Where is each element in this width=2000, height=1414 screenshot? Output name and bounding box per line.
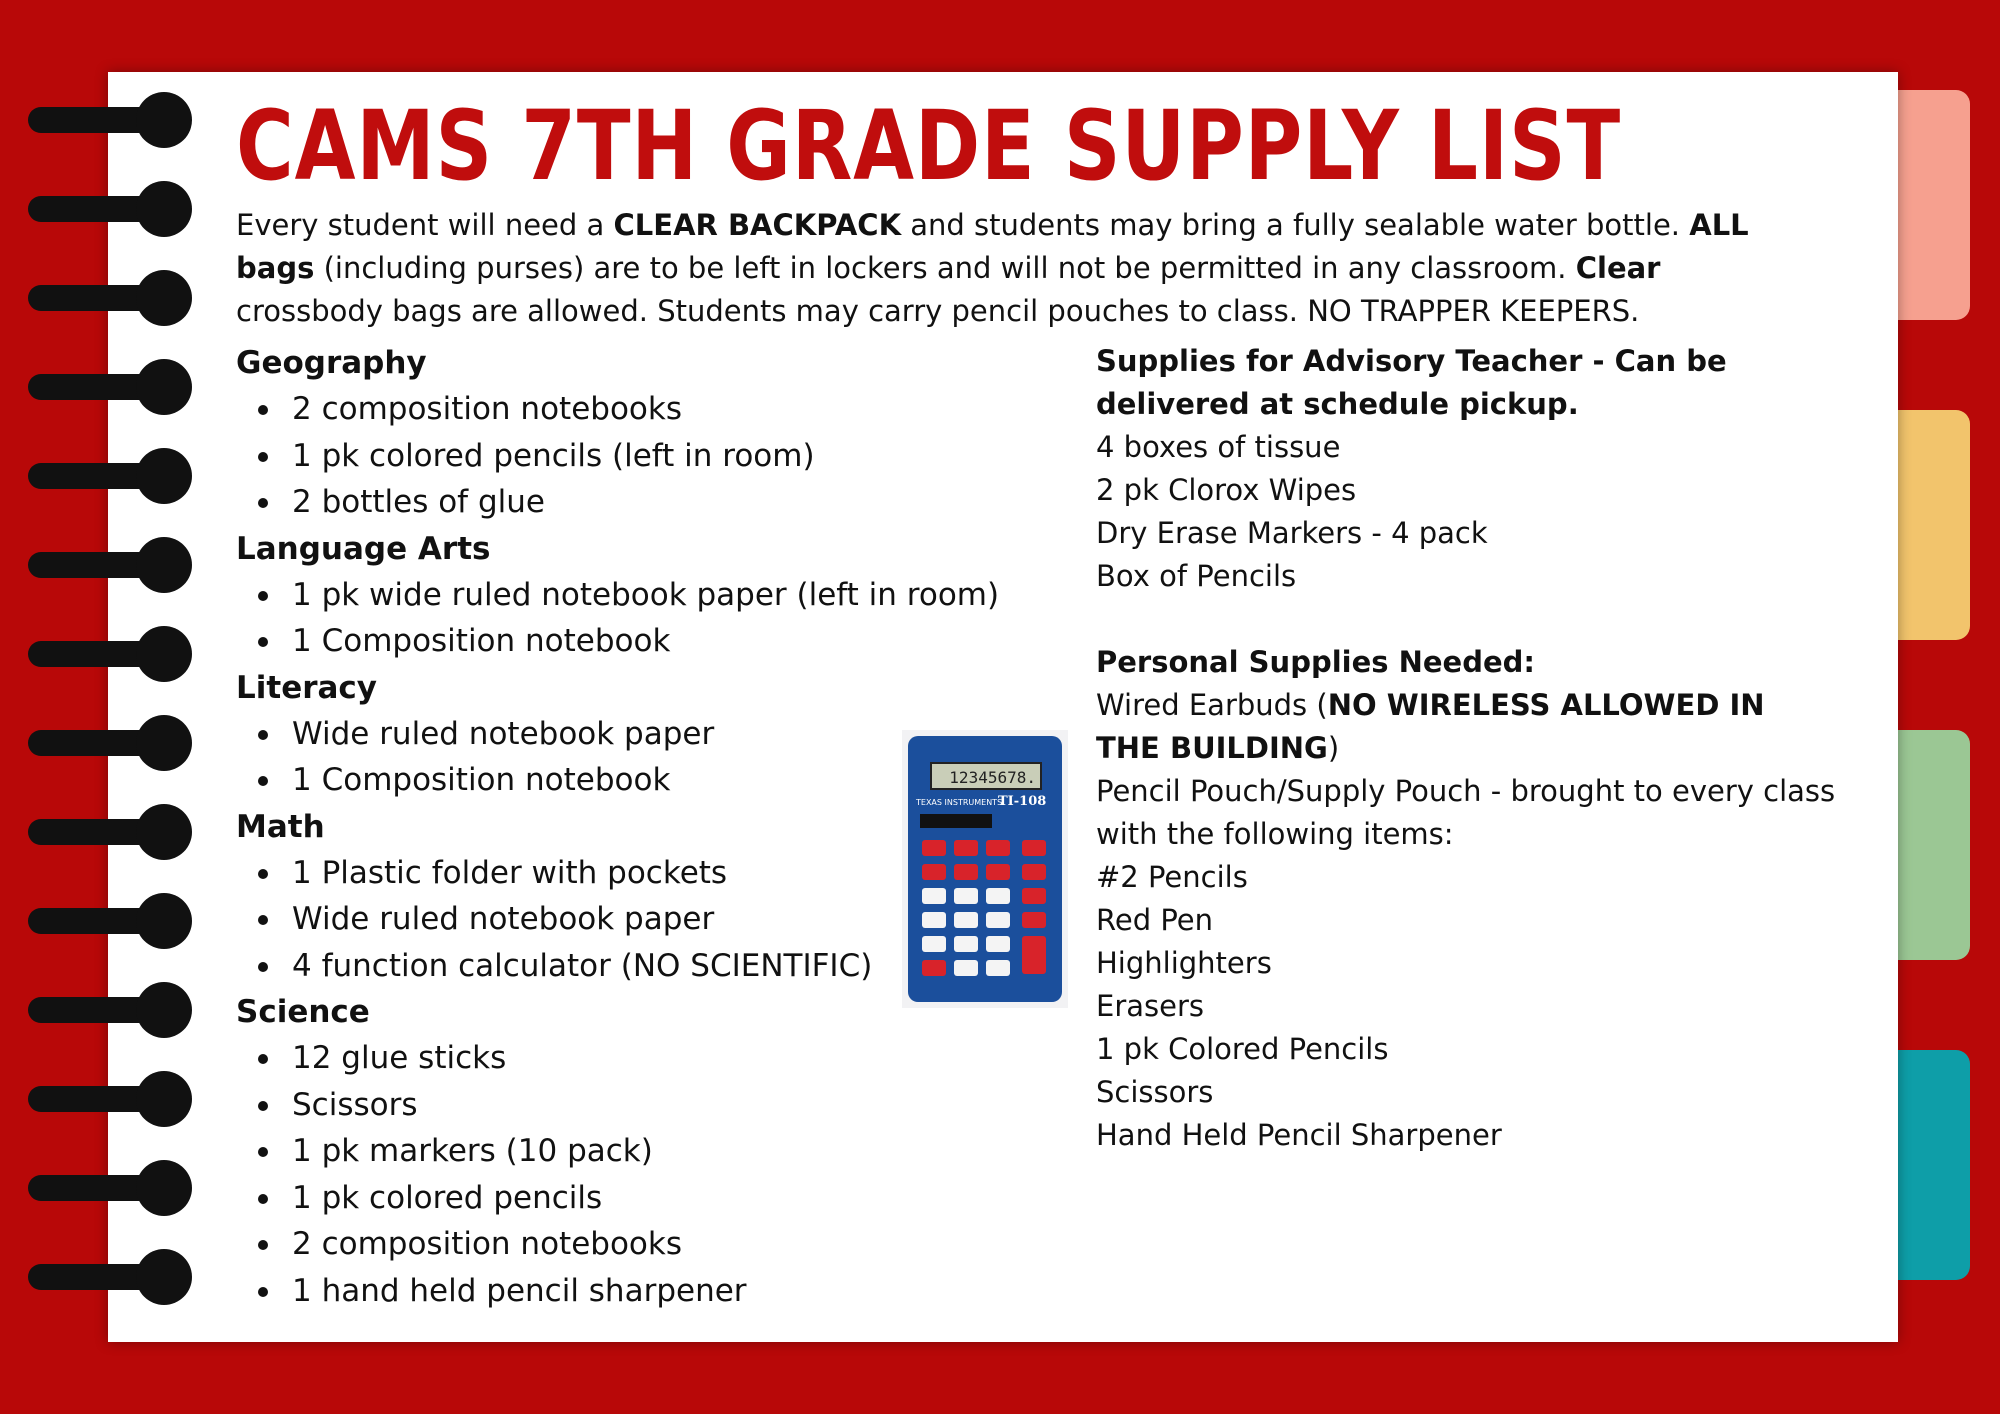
intro-bold-all-bags: ALL bags <box>236 208 1749 285</box>
intro-paragraph <box>236 204 1816 333</box>
pouch-item: Pencil Pouch/Supply Pouch - brought to every class with the following items: <box>1096 774 1836 851</box>
spiral-ring-icon <box>28 626 188 682</box>
intro-text: and students may bring a fully sealable water bottle. <box>901 208 1690 242</box>
calculator-key <box>986 840 1010 856</box>
calculator-key <box>954 864 978 880</box>
subject-heading-literacy: Literacy <box>236 669 378 706</box>
calculator-key <box>986 960 1010 976</box>
spiral-ring-icon <box>28 1160 188 1216</box>
calculator-key <box>1022 936 1046 974</box>
calculator-key <box>922 912 946 928</box>
list-item: 2 bottles of glue <box>236 479 1036 526</box>
intro-bold-clear: Clear <box>1575 251 1661 285</box>
list-item: 2 composition notebooks <box>236 1221 1036 1268</box>
intro-text: (including purses) are to be left in lockers and will not be permitted in any classroom. <box>314 251 1576 285</box>
list-item: 1 Plastic folder with pockets <box>236 850 1036 897</box>
section-gap <box>1096 598 1836 641</box>
intro-text: Every student will need a <box>236 208 614 242</box>
language-arts-list <box>236 572 1036 665</box>
advisory-heading: Supplies for Advisory Teacher - Can be delivered at schedule pickup. <box>1096 344 1727 421</box>
calculator-key <box>1022 840 1046 856</box>
personal-heading: Personal Supplies Needed: <box>1096 645 1536 679</box>
list-item: Red Pen <box>1096 903 1213 937</box>
list-item: Hand Held Pencil Sharpener <box>1096 1118 1502 1152</box>
earbuds-warning: NO WIRELESS ALLOWED IN THE BUILDING <box>1096 688 1765 765</box>
spiral-ring-icon <box>28 1249 188 1305</box>
intro-bold-clear-backpack: CLEAR BACKPACK <box>613 208 902 242</box>
earbuds-text: Wired Earbuds ( <box>1096 688 1328 722</box>
calculator-key <box>986 936 1010 952</box>
science-list <box>236 1035 1036 1314</box>
spiral-ring-icon <box>28 92 188 148</box>
list-item: 1 pk colored pencils (left in room) <box>236 433 1036 480</box>
list-item: 1 hand held pencil sharpener <box>236 1268 1036 1315</box>
calculator-key <box>1022 888 1046 904</box>
calculator-body <box>908 736 1062 1002</box>
list-item: 1 Composition notebook <box>236 618 1036 665</box>
subject-heading-language-arts: Language Arts <box>236 530 491 567</box>
spiral-ring-icon <box>28 893 188 949</box>
calculator-key <box>986 864 1010 880</box>
spiral-ring-icon <box>28 804 188 860</box>
list-item: Scissors <box>1096 1075 1214 1109</box>
calculator-key <box>986 888 1010 904</box>
spiral-binding <box>28 92 198 1332</box>
list-item: 1 pk wide ruled notebook paper (left in room) <box>236 572 1036 619</box>
spiral-ring-icon <box>28 537 188 593</box>
calculator-brand: TEXAS INSTRUMENTS <box>916 798 1003 807</box>
earbuds-text: ) <box>1327 731 1340 765</box>
page-title: CAMS 7TH GRADE SUPPLY LIST <box>236 90 1622 202</box>
calculator-icon <box>902 730 1068 1008</box>
spiral-ring-icon <box>28 270 188 326</box>
subject-heading-math: Math <box>236 808 325 845</box>
list-item: 1 pk colored pencils <box>236 1175 1036 1222</box>
calculator-key <box>954 936 978 952</box>
calculator-key <box>1022 912 1046 928</box>
spiral-ring-icon <box>28 715 188 771</box>
spiral-ring-icon <box>28 359 188 415</box>
calculator-key <box>986 912 1010 928</box>
calculator-key <box>954 960 978 976</box>
advisory-and-personal-supplies <box>1096 340 1836 1157</box>
calculator-solar-panel <box>920 814 992 828</box>
spiral-ring-icon <box>28 448 188 504</box>
list-item: 1 pk markers (10 pack) <box>236 1128 1036 1175</box>
calculator-key <box>922 960 946 976</box>
geography-list <box>236 386 1036 526</box>
list-item: 4 function calculator (NO SCIENTIFIC) <box>236 943 1036 990</box>
subject-heading-science: Science <box>236 994 370 1030</box>
calculator-key <box>922 840 946 856</box>
list-item: 1 pk Colored Pencils <box>1096 1032 1389 1066</box>
list-item: Wide ruled notebook paper <box>236 896 1036 943</box>
list-item: Dry Erase Markers - 4 pack <box>1096 516 1488 550</box>
calculator-model: TI-108 <box>998 794 1047 809</box>
spiral-ring-icon <box>28 1071 188 1127</box>
earbuds-item <box>1096 684 1836 770</box>
list-item: #2 Pencils <box>1096 860 1248 894</box>
list-item: Box of Pencils <box>1096 559 1297 593</box>
subject-heading-geography: Geography <box>236 345 427 381</box>
calculator-key <box>922 888 946 904</box>
list-item: Scissors <box>236 1082 1036 1129</box>
calculator-key <box>922 936 946 952</box>
list-item: Highlighters <box>1096 946 1272 980</box>
intro-text: crossbody bags are allowed. Students may carry pencil pouches to class. NO TRAPPER KEEPERS. <box>236 294 1640 328</box>
spiral-ring-icon <box>28 982 188 1038</box>
list-item: Erasers <box>1096 989 1204 1023</box>
calculator-key <box>954 912 978 928</box>
list-item: Wide ruled notebook paper <box>236 711 1036 758</box>
list-item: 2 composition notebooks <box>236 386 1036 433</box>
list-item: 4 boxes of tissue <box>1096 430 1341 464</box>
list-item: 1 Composition notebook <box>236 757 1036 804</box>
spiral-ring-icon <box>28 181 188 237</box>
list-item: 2 pk Clorox Wipes <box>1096 473 1357 507</box>
list-item: 12 glue sticks <box>236 1035 1036 1082</box>
calculator-key <box>922 864 946 880</box>
calculator-display: 12345678. <box>930 762 1042 790</box>
calculator-key <box>1022 864 1046 880</box>
calculator-key <box>954 840 978 856</box>
calculator-key <box>954 888 978 904</box>
